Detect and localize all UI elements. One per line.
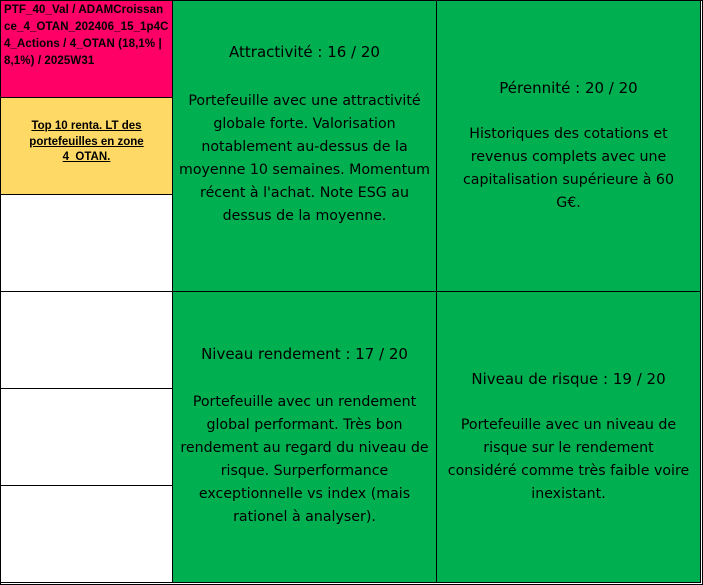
perennite-text: Historiques des cotations et revenus complets avec une capitalisation supérieure à 60 G€. <box>463 126 674 211</box>
risque-text: Portefeuille avec un niveau de risque sur le rendement considéré comme très faible voire inexistant. <box>447 417 690 502</box>
empty-cell-4 <box>0 485 173 583</box>
ranking-text: Top 10 renta. LT des portefeuilles en zone 4_OTAN. <box>29 120 144 163</box>
empty-cell-1 <box>0 194 173 292</box>
empty-cell-2 <box>0 291 173 389</box>
risque-cell <box>436 291 701 583</box>
perennite-cell <box>436 0 701 292</box>
ranking-cell <box>0 97 173 195</box>
risque-title: Niveau de risque : 19 / 20 <box>471 370 666 388</box>
attractivite-cell <box>172 0 437 292</box>
empty-cell-3 <box>0 388 173 486</box>
portfolio-id-cell <box>0 0 173 98</box>
portfolio-id-text: PTF_40_Val / ADAMCroissance_4_OTAN_202406_15_1p4C4_Actions / 4_OTAN (18,1% | 8,1%) / 2025W31 <box>4 4 169 67</box>
attractivite-title: Attractivité : 16 / 20 <box>229 43 380 61</box>
rendement-title: Niveau rendement : 17 / 20 <box>201 345 408 363</box>
perennite-title: Pérennité : 20 / 20 <box>499 79 638 97</box>
rendement-text: Portefeuille avec un rendement global performant. Très bon rendement au regard du niveau de risque. Surperformance exceptionnelle vs index (mais rationel à analyser). <box>180 394 429 525</box>
rendement-cell <box>172 291 437 583</box>
attractivite-text: Portefeuille avec une attractivité globale forte. Valorisation notablement au-dessus de la moyenne 10 semaines. Momentum récent à l'achat. Note ESG au dessus de la moyenne. <box>179 93 430 224</box>
